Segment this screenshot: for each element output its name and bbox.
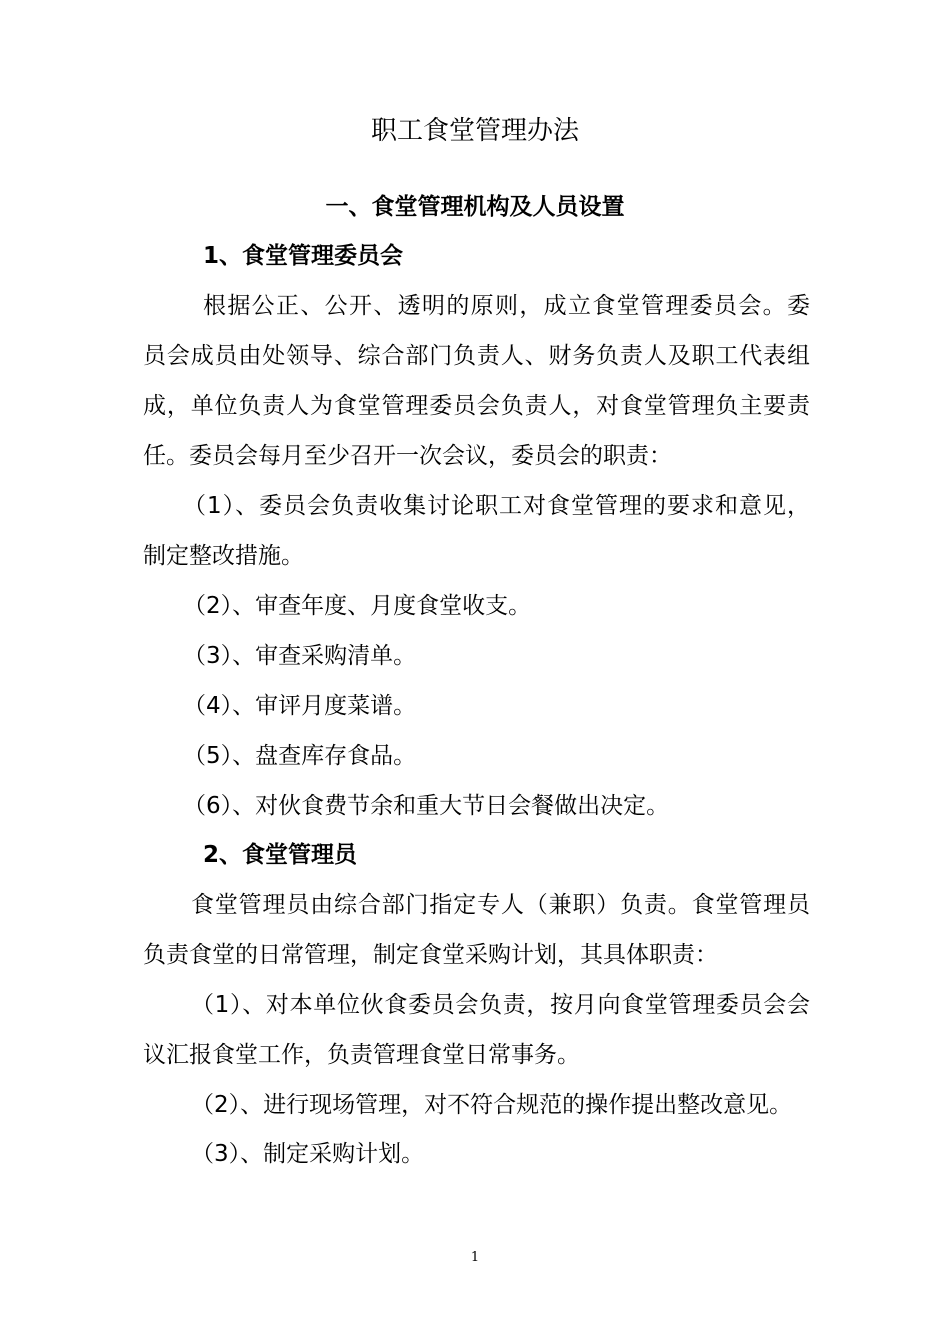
list-item: 议汇报食堂工作，负责管理食堂日常事务。 <box>143 1042 580 1068</box>
list-item: （5）、盘查库存食品。 <box>183 743 417 769</box>
paragraph-line: 任。委员会每月至少召开一次会议，委员会的职责： <box>143 443 672 469</box>
list-item: （3）、审查采购清单。 <box>183 643 417 669</box>
list-item: （1）、对本单位伙食委员会负责，按月向食堂管理委员会会 <box>191 992 810 1018</box>
list-item: （4）、审评月度菜谱。 <box>183 693 417 719</box>
page-number: 1 <box>470 1250 480 1265</box>
document-title: 职工食堂管理办法 <box>370 116 579 146</box>
list-item: （6）、对伙食费节余和重大节日会餐做出决定。 <box>183 793 670 819</box>
paragraph-line: 根据公正、公开、透明的原则，成立食堂管理委员会。委 <box>203 293 810 319</box>
subsection-heading: 1、食堂管理委员会 <box>203 243 404 269</box>
list-item: 制定整改措施。 <box>143 543 304 569</box>
list-item: （2）、进行现场管理，对不符合规范的操作提出整改意见。 <box>191 1092 793 1118</box>
section-heading: 一、食堂管理机构及人员设置 <box>325 194 625 220</box>
paragraph-line: 负责食堂的日常管理，制定食堂采购计划，其具体职责： <box>143 942 718 968</box>
paragraph-line: 食堂管理员由综合部门指定专人（兼职）负责。食堂管理员 <box>191 892 810 918</box>
subsection-heading: 2、食堂管理员 <box>203 842 358 868</box>
list-item: （1）、委员会负责收集讨论职工对食堂管理的要求和意见， <box>183 493 810 519</box>
list-item: （3）、制定采购计划。 <box>191 1141 425 1167</box>
paragraph-line: 员会成员由处领导、综合部门负责人、财务负责人及职工代表组 <box>143 343 810 369</box>
list-item: （2）、审查年度、月度食堂收支。 <box>183 593 532 619</box>
paragraph-line: 成，单位负责人为食堂管理委员会负责人，对食堂管理负主要责 <box>143 393 810 419</box>
